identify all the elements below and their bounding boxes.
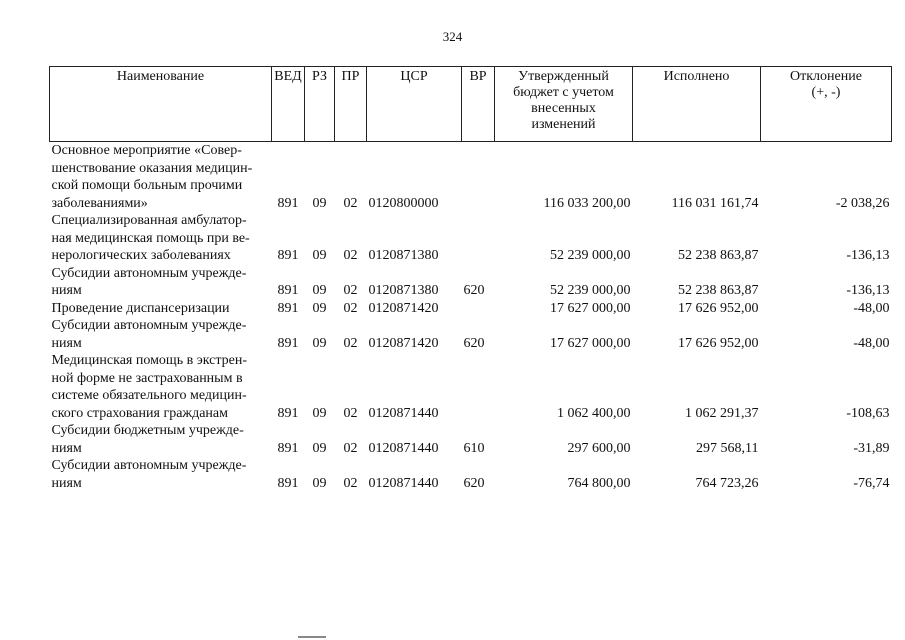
cell-name-line: ской помощи больным прочими: [51, 178, 243, 193]
cell-vr: 620: [463, 475, 485, 491]
cell-name-line: ниям: [51, 475, 82, 491]
cell-name-line: системе обязательного медицин-: [51, 388, 247, 403]
cell-executed: 116 031 161,74: [671, 195, 759, 211]
cell-vr: [462, 142, 495, 213]
cell-name-line: ниям: [51, 283, 82, 298]
cell-ved: 891: [277, 195, 299, 211]
cell-ved: 891: [277, 300, 299, 316]
cell-name-line: ной форме не застрахованным в: [51, 370, 243, 386]
cell-rz: 09: [312, 283, 327, 298]
header-csr: ЦСР: [367, 67, 462, 142]
header-name: Наименование: [50, 67, 272, 142]
table-header: [50, 67, 892, 142]
cell-csr: 0120871440: [368, 475, 439, 491]
cell-executed: 52 238 863,87: [678, 283, 759, 298]
cell-name: [50, 142, 272, 213]
cell-ved: 891: [277, 248, 299, 263]
header-deviation-line: Отклонение: [790, 69, 862, 84]
header-approved: [495, 67, 633, 142]
cell-rz: 09: [312, 440, 327, 456]
table-body: [50, 142, 892, 493]
cell-name-line: Субсидии автономным учрежде-: [51, 265, 247, 281]
cell-csr: 0120871380: [368, 248, 439, 263]
header-approved-line: внесенных: [531, 101, 596, 116]
table-row: [50, 317, 892, 352]
budget-table: [49, 66, 892, 492]
cell-vr: 610: [463, 440, 485, 456]
cell-vr: [462, 212, 495, 265]
header-approved-line: Утвержденный: [518, 69, 609, 84]
cell-deviation: -136,13: [846, 248, 890, 263]
header-vr: ВР: [462, 67, 495, 142]
cell-csr: 0120871440: [368, 440, 439, 456]
cell-name: [50, 352, 272, 422]
cell-csr: 0120871420: [368, 335, 439, 351]
header-approved-line: изменений: [531, 117, 596, 132]
cell-pr: 02: [343, 300, 358, 316]
cell-name: [50, 300, 272, 318]
table-row: [50, 142, 892, 213]
cell-deviation: -136,13: [846, 283, 890, 298]
cell-approved: 52 239 000,00: [550, 248, 631, 263]
table-row: [50, 212, 892, 265]
cell-name: [50, 422, 272, 457]
cell-name-line: Проведение диспансеризации: [51, 300, 230, 316]
cell-deviation: -48,00: [853, 335, 890, 351]
table-row: [50, 352, 892, 422]
cell-deviation: -48,00: [853, 300, 890, 316]
cell-vr: [462, 300, 495, 318]
cell-rz: 09: [312, 335, 327, 351]
cell-executed: 17 626 952,00: [678, 335, 759, 351]
cell-ved: 891: [277, 405, 299, 421]
cell-csr: 0120800000: [368, 195, 439, 211]
cell-name-line: заболеваниями»: [51, 195, 148, 211]
cell-approved: 52 239 000,00: [550, 283, 631, 298]
header-approved-line: бюджет с учетом: [513, 85, 614, 100]
cell-pr: 02: [343, 248, 358, 263]
cell-approved: 1 062 400,00: [557, 405, 631, 421]
cell-ved: 891: [277, 335, 299, 351]
cell-csr: 0120871420: [368, 300, 439, 316]
cell-name-line: ниям: [51, 335, 82, 351]
cell-name-line: Субсидии бюджетным учрежде-: [51, 423, 244, 438]
page-number: 324: [442, 29, 463, 44]
cell-rz: 09: [312, 248, 327, 263]
cell-pr: 02: [343, 195, 358, 211]
cell-name-line: ского страхования гражданам: [51, 405, 228, 421]
cell-rz: 09: [312, 405, 327, 421]
cell-csr: 0120871380: [368, 283, 439, 298]
table-row: [50, 300, 892, 318]
cell-vr: 620: [463, 283, 485, 298]
cell-ved: 891: [277, 283, 299, 298]
cell-executed: 297 568,11: [696, 440, 759, 456]
header-executed: Исполнено: [633, 67, 761, 142]
header-pr: ПР: [335, 67, 367, 142]
cell-executed: 52 238 863,87: [678, 248, 759, 263]
header-rz: РЗ: [305, 67, 335, 142]
cell-name: [50, 265, 272, 300]
cell-executed: 17 626 952,00: [678, 300, 759, 316]
cell-pr: 02: [343, 335, 358, 351]
cell-rz: 09: [312, 300, 327, 316]
cell-name-line: Специализированная амбулатор-: [51, 213, 247, 228]
cell-name-line: Субсидии автономным учрежде-: [51, 318, 247, 333]
cell-pr: 02: [343, 283, 358, 298]
cell-deviation: -2 038,26: [835, 195, 890, 211]
cell-name-line: Субсидии автономным учрежде-: [51, 458, 247, 473]
cell-name-line: Медицинская помощь в экстрен-: [51, 353, 248, 368]
cell-executed: 1 062 291,37: [685, 405, 759, 421]
table-row: [50, 265, 892, 300]
cell-pr: 02: [343, 405, 358, 421]
cell-ved: 891: [277, 440, 299, 456]
cell-name-line: ная медицинская помощь при ве-: [51, 230, 250, 246]
cell-rz: 09: [312, 195, 327, 211]
cell-pr: 02: [343, 440, 358, 456]
cell-name-line: нерологических заболеваниях: [51, 248, 231, 263]
table-row: [50, 457, 892, 492]
cell-name: [50, 317, 272, 352]
cell-name: [50, 212, 272, 265]
header-deviation: [761, 67, 892, 142]
scan-mark: [298, 636, 326, 638]
cell-name-line: Основное мероприятие «Совер-: [51, 143, 242, 158]
cell-ved: 891: [277, 475, 299, 491]
header-deviation-line: (+, -): [811, 85, 841, 100]
table-row: [50, 422, 892, 457]
cell-rz: 09: [312, 475, 327, 491]
cell-approved: 17 627 000,00: [550, 335, 631, 351]
cell-approved: 116 033 200,00: [543, 195, 631, 211]
cell-deviation: -31,89: [853, 440, 890, 456]
cell-approved: 17 627 000,00: [550, 300, 631, 316]
cell-executed: 764 723,26: [695, 475, 759, 491]
cell-approved: 297 600,00: [567, 440, 631, 456]
cell-csr: 0120871440: [368, 405, 439, 421]
cell-vr: 620: [463, 335, 485, 351]
header-ved: ВЕД: [272, 67, 305, 142]
cell-approved: 764 800,00: [567, 475, 631, 491]
cell-deviation: -108,63: [846, 405, 890, 421]
cell-pr: 02: [343, 475, 358, 491]
cell-name: [50, 457, 272, 492]
cell-deviation: -76,74: [853, 475, 890, 491]
cell-name-line: ниям: [51, 440, 82, 456]
cell-name-line: шенствование оказания медицин-: [51, 160, 253, 176]
cell-vr: [462, 352, 495, 422]
